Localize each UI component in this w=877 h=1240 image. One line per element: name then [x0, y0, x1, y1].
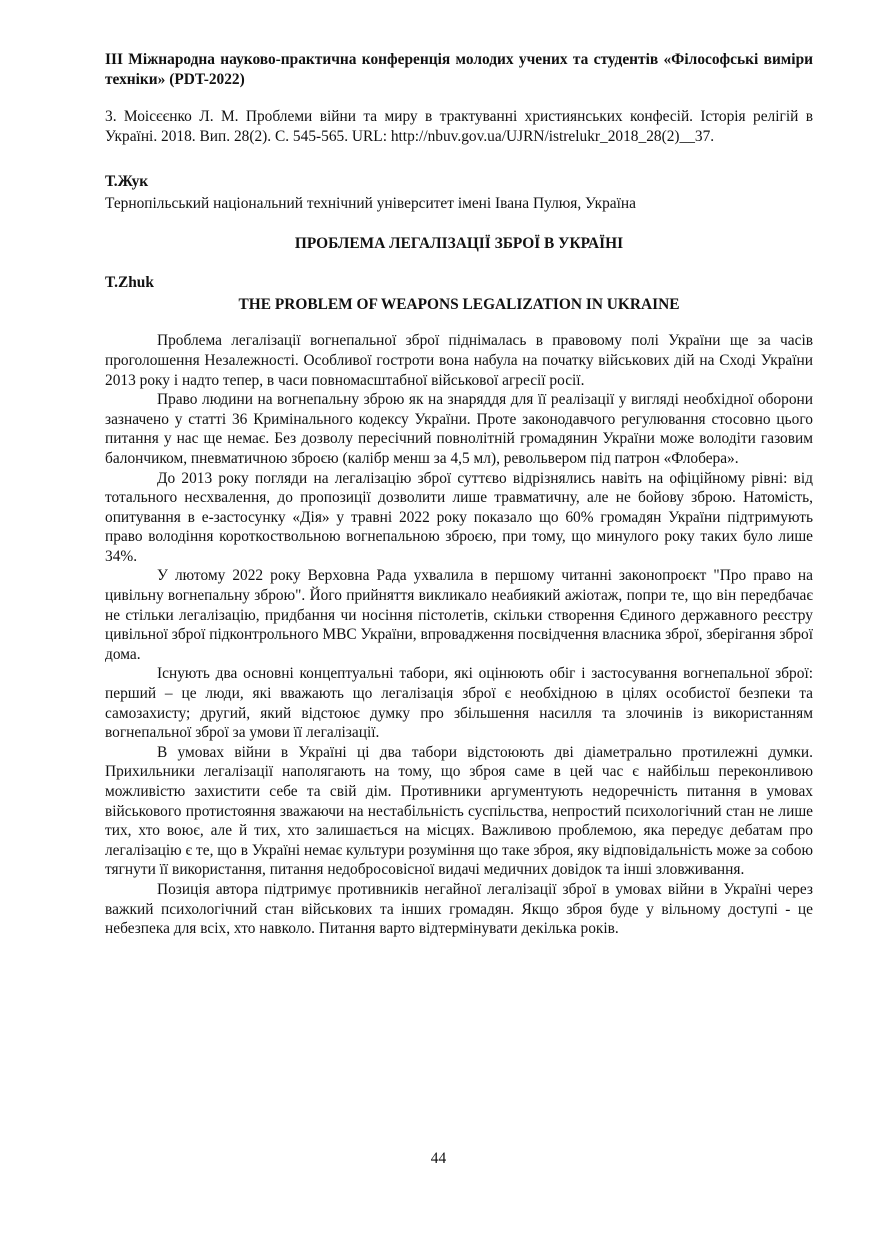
conference-header: ІІІ Міжнародна науково-практична конференція молодих учених та студентів «Філософські виміри техніки» (PDT-2022)	[105, 51, 813, 88]
author-name-ua: Т.Жук	[105, 173, 149, 191]
body-paragraph: Позиція автора підтримує противників негайної легалізації зброї в умовах війни в Україні через важкий психологічний стан військових та інших громадян. Якщо зброя буде у вільному доступі - це небезпека для всіх, хто навколо. Питання варто відтермінувати декілька років.	[105, 880, 813, 938]
author-name-en: T.Zhuk	[105, 274, 154, 292]
article-title-ua: ПРОБЛЕМА ЛЕГАЛІЗАЦІЇ ЗБРОЇ В УКРАЇНІ	[294, 234, 624, 252]
author-affiliation: Тернопільський національний технічний університет імені Івана Пулюя, Україна	[105, 194, 636, 212]
body-paragraph: Проблема легалізації вогнепальної зброї піднімалась в правовому полі України ще за часів проголошення Незалежності. Особливої гостроти вона набула на початку військових дій на Сході України 2013 року і надто тепер, в часи повномасштабної військової агресії росії.	[105, 332, 813, 389]
body-paragraph: Існують два основні концептуальні табори, які оцінюють обіг і застосування вогнепальної зброї: перший – це люди, які вважають що легалізація зброї є необхідною в цілях особистої безпеки та самозахисту; другий, який відстоює думку про збільшення насилля та злочинів із використанням вогнепальної зброї за умови її легалізації.	[105, 665, 813, 742]
article-title-en: THE PROBLEM OF WEAPONS LEGALIZATION IN UKRAINE	[238, 295, 680, 313]
body-paragraph: Право людини на вогнепальну зброю як на знаряддя для її реалізації у вигляді необхідної оборони зазначено у статті 36 Кримінального кодексу України. Проте законодавчого регулювання стосовно цього питання у нас ще немає. Без дозволу пересічний повнолітній громадянин України може володіти газовим балончиком, пневматичною зброєю (калібр менш за 4,5 мл), револьвером під патрон «Флобера».	[105, 391, 813, 467]
article-body	[105, 331, 813, 938]
page-number: 44	[430, 1150, 447, 1167]
document-page	[105, 50, 813, 939]
body-paragraph: В умовах війни в Україні ці два табори відстоюють дві діаметрально протилежні думки. Прихильники легалізації наполягають на тому, що зброя саме в цей час є найбільш переконливою можливістю захистити себе та свій дім. Противники аргументують недоречність питання в умовах військового протистояння зважаючи на нестабільність суспільства, непростий психологічний стан не лише тих, хто воює, але й тих, хто залишається на місцях. Важливою проблемою, яка передує дебатам про легалізацію є те, що в Україні немає культури розуміння що таке зброя, яку відповідальність може за собою тягнути її використання, питання недобросовісної видачі медичних довідок та інші зловживання.	[105, 743, 813, 879]
reference-entry: 3. Моісєєнко Л. М. Проблеми війни та миру в трактуванні християнських конфесій. Історія релігій в Україні. 2018. Вип. 28(2). С. 545-565. URL: http://nbuv.gov.ua/UJRN/istrelukr_2018_28(2)__37.	[105, 108, 813, 145]
body-paragraph: До 2013 року погляди на легалізацію зброї суттєво відрізнялись навіть на офіційному рівні: від тотального несхвалення, до пропозиції дозволити лише травматичну, але не бойову зброю. Натомість, опитування в е-застосунку «Дія» у травні 2022 року показало що 60% громадян України підтримують право володіння короткоствольною вогнепальною зброєю, при тому, що минулого року таких було лише 34%.	[105, 469, 813, 565]
body-paragraph: У лютому 2022 року Верховна Рада ухвалила в першому читанні законопроєкт "Про право на цивільну вогнепальну зброю". Його прийняття викликало неабиякий ажіотаж, попри те, що він передбачає не стільки легалізацію, придбання чи носіння пістолетів, скільки створення Єдиного державного реєстру цивільної зброї підконтрольного МВС України, впровадження посвідчення власника зброї, зберігання зброї дома.	[105, 567, 813, 663]
